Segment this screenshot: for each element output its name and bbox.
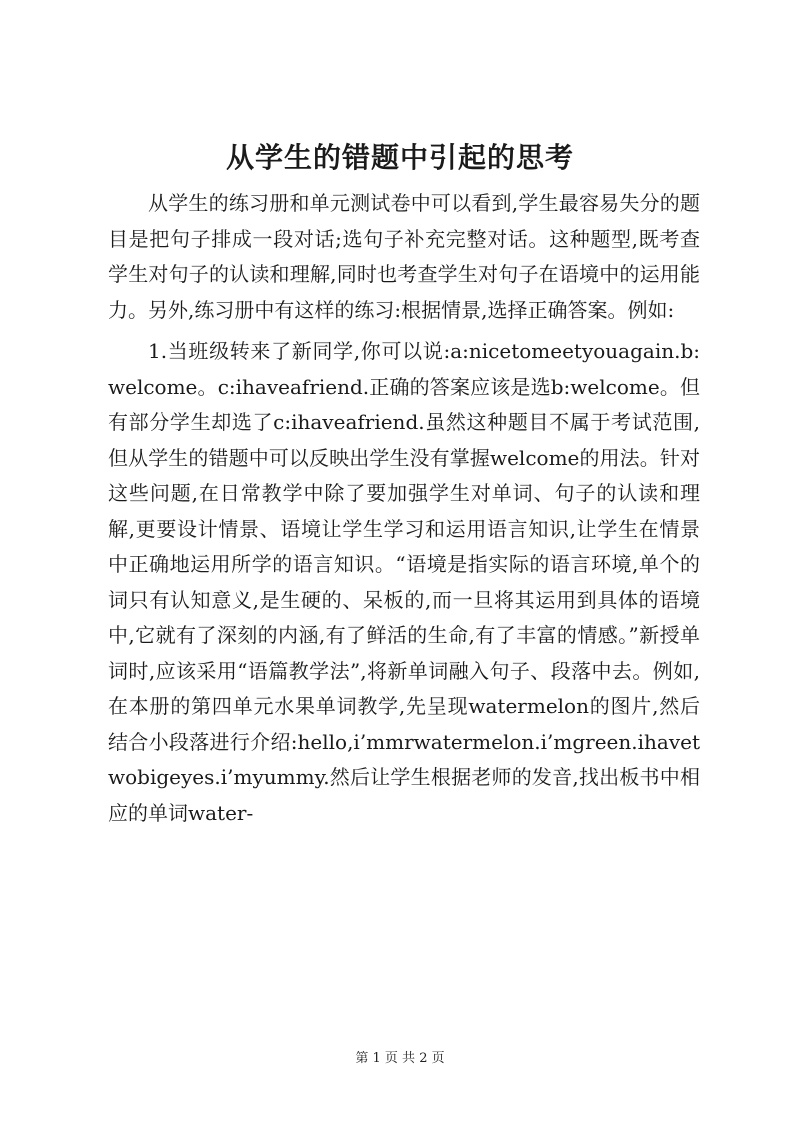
paragraph-example: 1.当班级转来了新同学,你可以说:a:nicetomeetyouagain.b:welcome。c:ihaveafriend.正确的答案应该是选b:welcome。但有部分学生却选了c:ihaveafriend.虽然这种题目不属于考试范围,但从学生的错题中可以反映出学生没有掌握welcome的用法。针对这些问题,在日常教学中除了要加强学生对单词、句子的认读和理解,更要设计情景、语境让学生学习和运用语言知识,让学生在情景中正确地运用所学的语言知识。“语境是指实际的语言环境,单个的词只有认知意义,是生硬的、呆板的,而一旦将其运用到具体的语境中,它就有了深刻的内涵,有了鲜活的生命,有了丰富的情感。”新授单词时,应该采用“语篇教学法”,将新单词融入句子、段落中去。例如,在本册的第四单元水果单词教学,先呈现watermelon的图片,然后结合小段落进行介绍:hello,i’mmrwatermelon.i’mgreen.ihavetwobigeyes.i’myummy.然后让学生根据老师的发音,找出板书中相应的单词water- <box>108 339 700 825</box>
paragraph-intro: 从学生的练习册和单元测试卷中可以看到,学生最容易失分的题目是把句子排成一段对话;选句子补充完整对话。这种题型,既考查学生对句子的认读和理解,同时也考查学生对句子在语境中的运用能力。另外,练习册中有这样的练习:根据情景,选择正确答案。例如: <box>108 191 700 322</box>
page-number-footer: 第 1 页 共 2 页 <box>355 1051 445 1066</box>
document-body <box>108 186 700 831</box>
document-title: 从学生的错题中引起的思考 <box>225 141 574 174</box>
